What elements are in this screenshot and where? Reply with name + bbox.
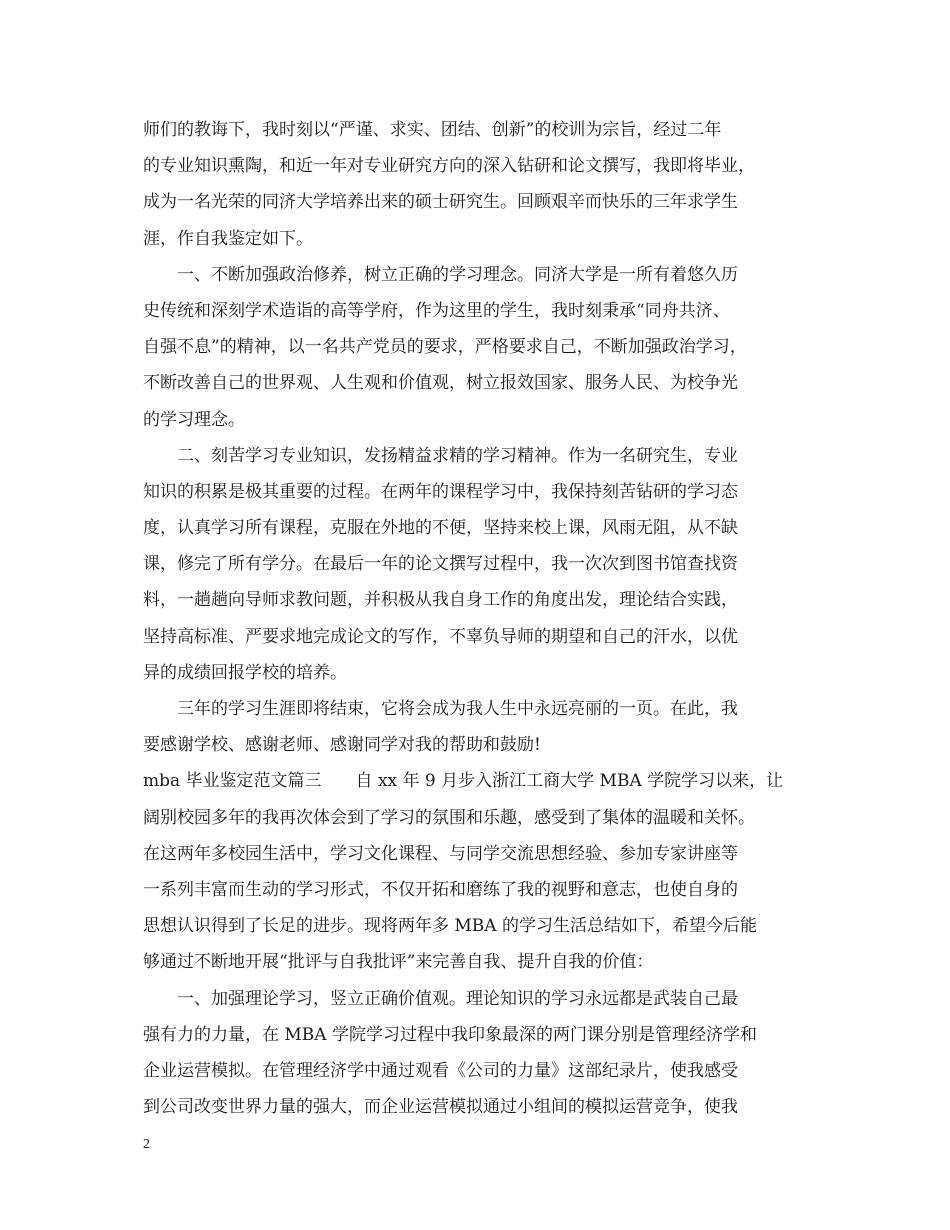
text-line: 要感谢学校、感谢老师、感谢同学对我的帮助和鼓励! [143,735,541,756]
text-line: 强有力的力量，在 MBA 学院学习过程中我印象最深的两门课分别是管理经济学和 [143,1024,757,1045]
text-line: 三年的学习生涯即将结束，它将会成为我人生中永远亮丽的一页。在此，我 [143,699,738,719]
text-line: 史传统和深刻学术造诣的高等学府，作为这里的学生，我时刻秉承“同舟共济、 [143,300,730,321]
text-line: 课，修完了所有学分。在最后一年的论文撰写过程中，我一次次到图书馆查找资 [143,554,738,575]
text-line: 度，认真学习所有课程，克服在外地的不便，坚持来校上课，风雨无阻，从不缺 [143,518,738,539]
text-line: 师们的教诲下，我时刻以“严谨、求实、团结、创新”的校训为宗旨，经过二年 [143,120,722,140]
text-line: 涯，作自我鉴定如下。 [143,228,313,249]
text-line: 的专业知识熏陶，和近一年对专业研究方向的深入钻研和论文撰写，我即将毕业， [143,156,755,177]
text-line: 企业运营模拟。在管理经济学中通过观看《公司的力量》这部纪录片，使我感受 [143,1060,738,1081]
text-line: mba 毕业鉴定范文篇三 自 xx 年 9 月步入浙江工商大学 MBA 学院学习以来，让 [143,771,784,792]
text-line: 一、不断加强政治修养，树立正确的学习理念。同济大学是一所有着悠久历 [143,264,738,285]
text-line: 二、刻苦学习专业知识，发扬精益求精的学习精神。作为一名研究生，专业 [143,445,738,466]
text-line: 够通过不断地开展“批评与自我批评”来完善自我、提升自我的价值： [143,952,654,973]
text-line: 不断改善自己的世界观、人生观和价值观，树立报效国家、服务人民、为校争光 [143,373,738,394]
text-line: 的学习理念。 [143,409,245,430]
text-line: 一、加强理论学习，竖立正确价值观。理论知识的学习永远都是武装自己最 [143,988,738,1009]
text-line: 料，一趟趟向导师求教问题，并积极从我自身工作的角度出发，理论结合实践， [143,590,738,611]
text-line: 阔别校园多年的我再次体会到了学习的氛围和乐趣，感受到了集体的温暖和关怀。 [143,807,755,828]
text-line: 自强不息”的精神，以一名共产党员的要求，严格要求自己，不断加强政治学习， [143,337,747,358]
text-line: 成为一名光荣的同济大学培养出来的硕士研究生。回顾艰辛而快乐的三年求学生 [143,192,738,213]
text-line: 异的成绩回报学校的培养。 [143,662,347,683]
body-text [143,112,809,1125]
text-line: 到公司改变世界力量的强大，而企业运营模拟通过小组间的模拟运营竞争，使我 [143,1097,738,1118]
text-line: 一系列丰富而生动的学习形式，不仅开拓和磨练了我的视野和意志，也使自身的 [143,879,738,900]
text-line: 在这两年多校园生活中，学习文化课程、与同学交流思想经验、参加专家讲座等 [143,843,738,864]
text-line: 知识的积累是极其重要的过程。在两年的课程学习中，我保持刻苦钻研的学习态 [143,481,738,502]
text-line: 坚持高标准、严要求地完成论文的写作，不辜负导师的期望和自己的汗水，以优 [143,626,738,647]
text-line: 思想认识得到了长足的进步。现将两年多 MBA 的学习生活总结如下，希望今后能 [143,916,757,937]
page-number: 2 [143,1137,150,1152]
